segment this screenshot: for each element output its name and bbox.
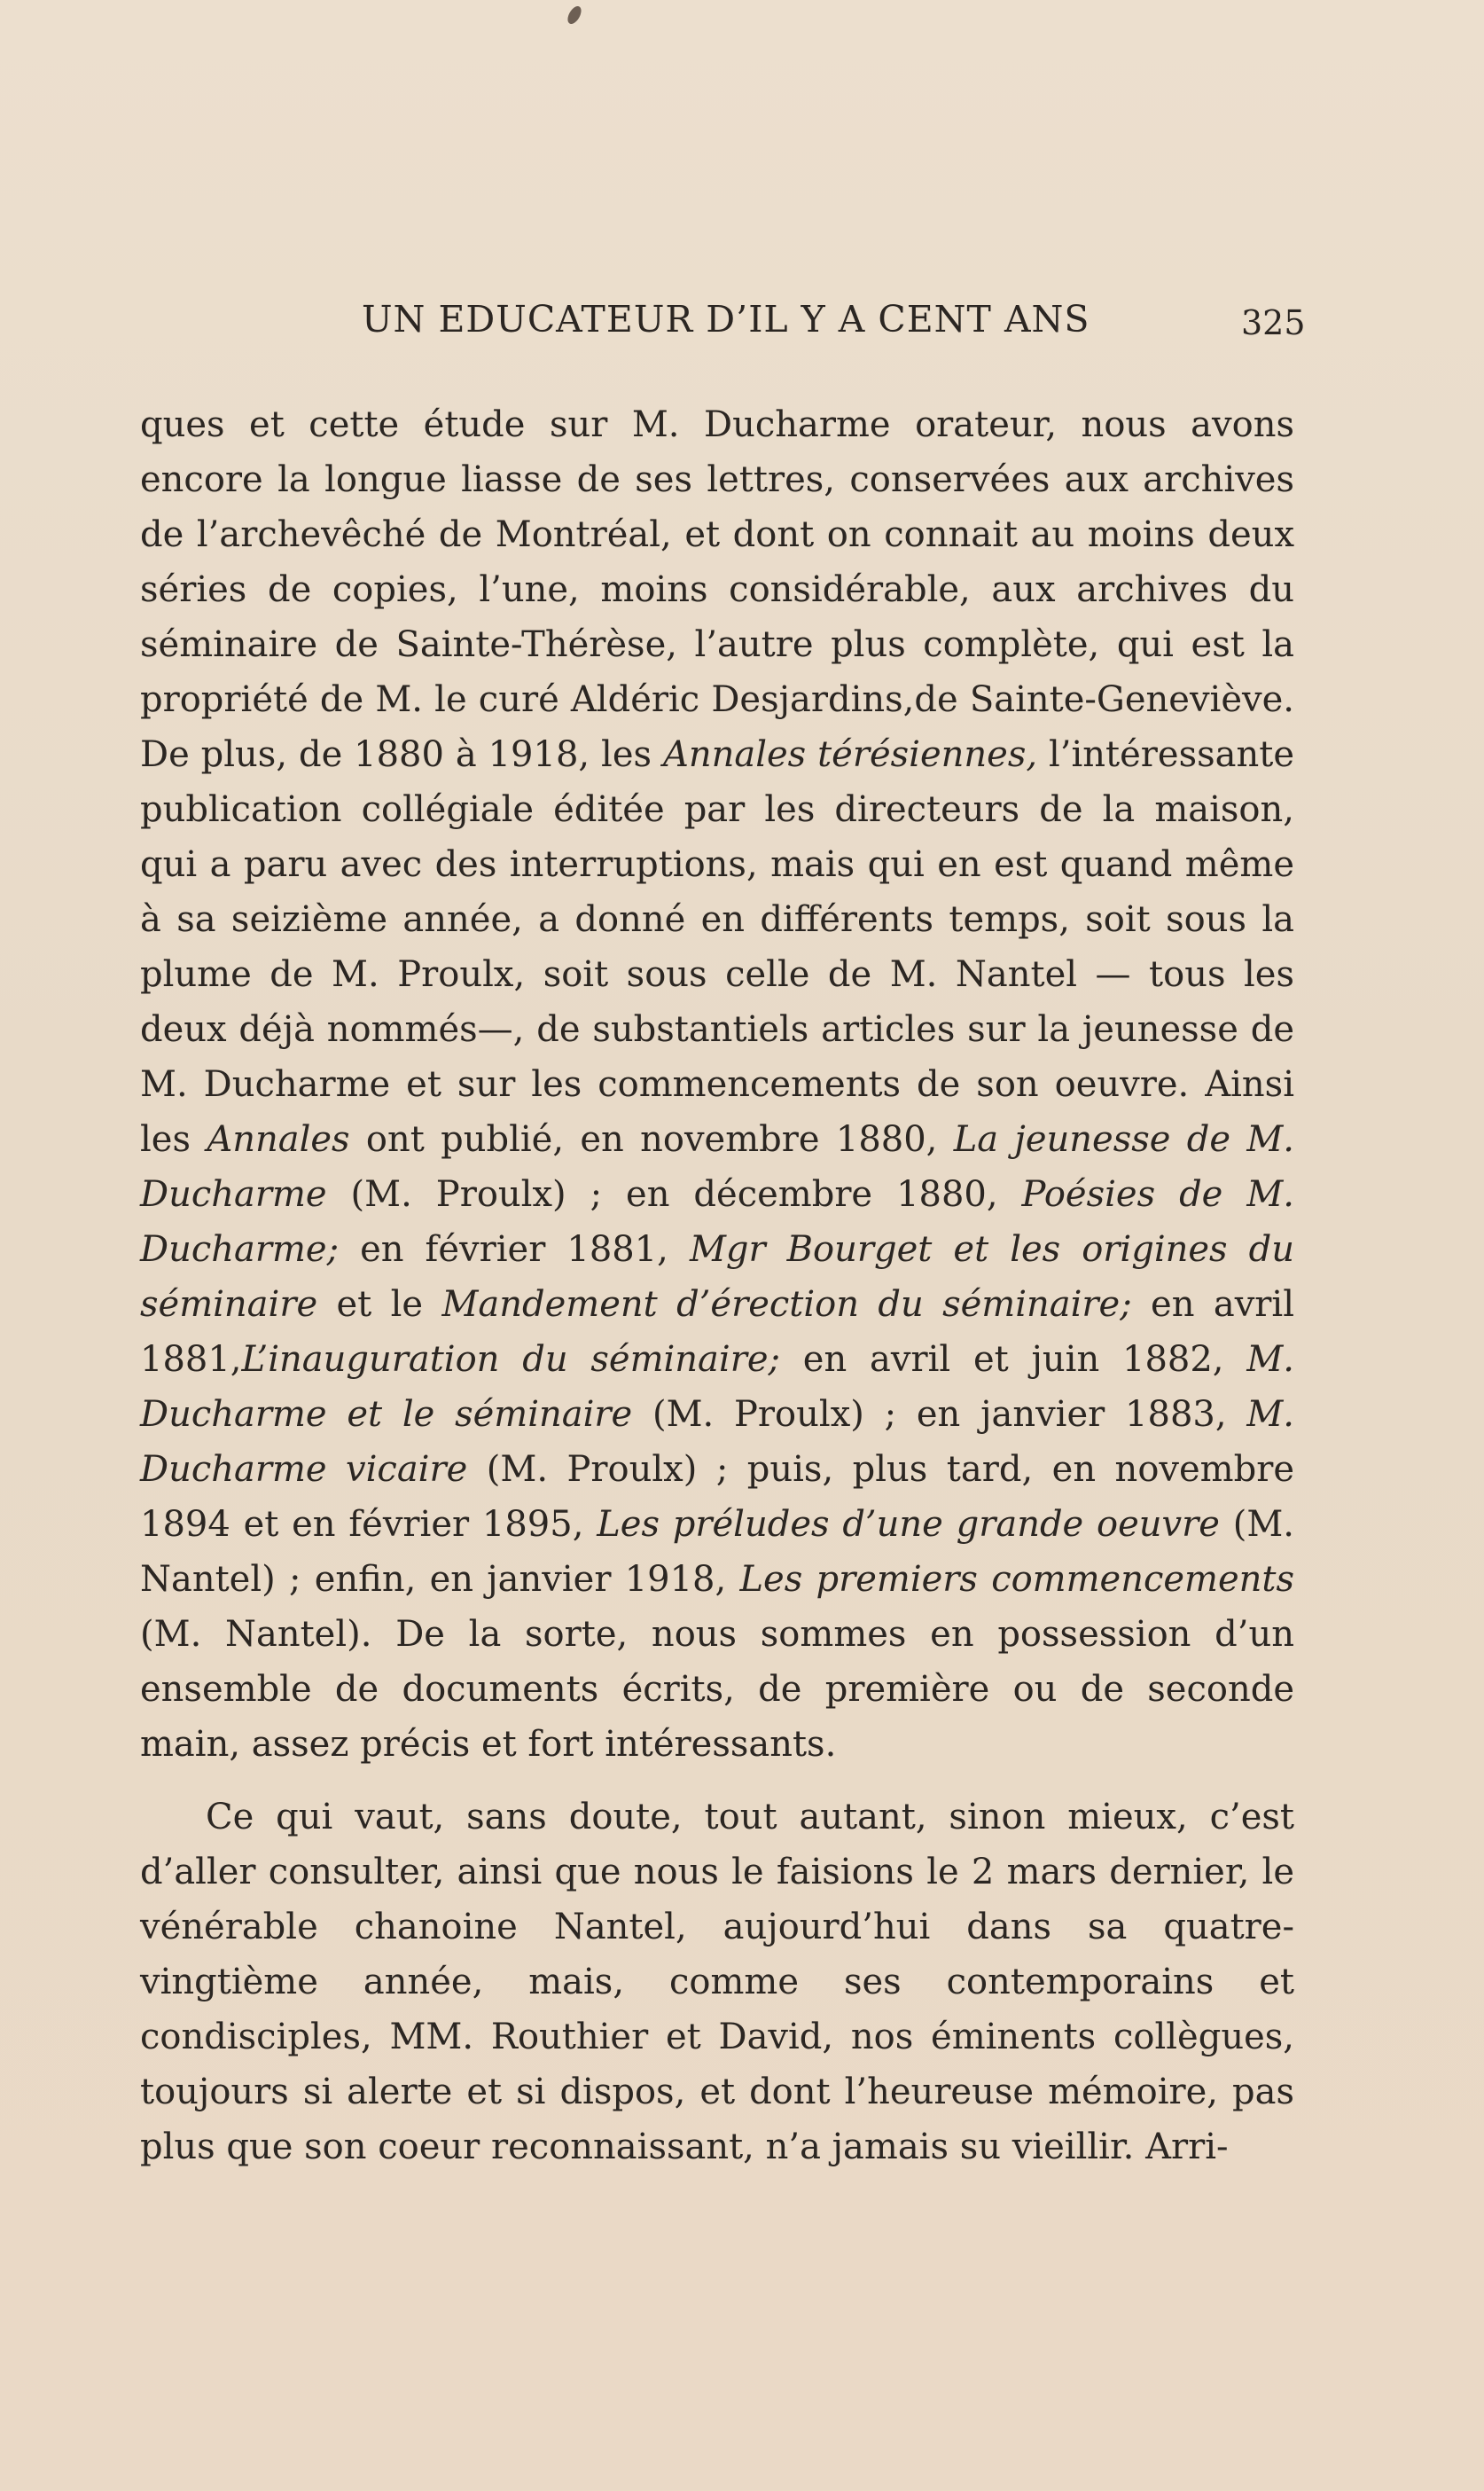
body-text — [140, 397, 1294, 2174]
text-run: en février 1881, — [339, 1229, 690, 1270]
text-run: (M. Proulx) ; puis, plus tard, en novembre 1894 et en février 1895, — [140, 1449, 1295, 1545]
italic-title: M. Ducharme vicaire — [140, 1394, 1294, 1490]
text-run: et le — [317, 1284, 442, 1325]
italic-title: L’inauguration du séminaire; — [241, 1339, 780, 1380]
italic-title: M. Ducharme et le séminaire — [140, 1339, 1294, 1435]
text-run: ques et cette étude sur M. Ducharme orateur, nous avons encore la longue liasse de ses lettres, conservées aux archives de l’archevêché de Montréal, et dont on connait au moins deux séries de copies, l’une, moins considérable, aux archives du séminaire de Sainte-Thérèse, l’autre plus complète, qui est la propriété de M. le curé Aldéric Desjardins,de Sainte-Geneviève. De plus, de 1880 à 1918, les — [140, 404, 1294, 775]
running-title: UN EDUCATEUR D’IL Y A CENT ANS — [362, 298, 1090, 341]
ink-speck — [565, 4, 583, 26]
page-number: 325 — [1241, 303, 1306, 342]
italic-title: Annales térésiennes, — [662, 734, 1038, 775]
paragraph-2: Ce qui vaut, sans doute, tout autant, sinon mieux, c’est d’aller consulter, ainsi que nous le faisions le 2 mars dernier, le vénérable chanoine Nantel, aujourd’hui dans sa quatre-vingtième année, mais, comme ses contemporains et condisciples, MM. Routhier et David, nos éminents collègues, toujours si alerte et si dispos, et dont l’heureuse mémoire, pas plus que son coeur reconnaissant, n’a jamais su vieillir. Arri- — [140, 1797, 1294, 2167]
text-run: l’intéressante publication collégiale éditée par les directeurs de la maison, qui a paru avec des interruptions, mais qui en est quand même à sa seizième année, a donné en différents temps, soit sous la plume de M. Proulx, soit sous celle de M. Nantel — tous les deux déjà nommés—, de substantiels articles sur la jeunesse de M. Ducharme et sur les commencements de son oeuvre. Ainsi les — [140, 734, 1294, 1160]
text-run: en avril 1881, — [140, 1284, 1295, 1380]
page-header — [151, 291, 1306, 344]
text-run: (M. Nantel) ; enfin, en janvier 1918, — [140, 1504, 1295, 1600]
text-run: (M. Proulx) ; en décembre 1880, — [326, 1174, 1022, 1215]
text-run: (M. Proulx) ; en janvier 1883, — [632, 1394, 1247, 1435]
italic-title: Mgr Bourget et les origines du séminaire — [140, 1229, 1294, 1325]
paragraph-1 — [140, 397, 1294, 1772]
text-run: ont publié, en novembre 1880, — [349, 1119, 954, 1160]
italic-title: Annales — [207, 1119, 350, 1160]
italic-title: Les premiers commencements — [739, 1559, 1295, 1600]
italic-title: La jeunesse de M. Ducharme — [140, 1119, 1294, 1215]
italic-title: Poésies de M. Ducharme; — [140, 1174, 1294, 1270]
italic-title: Les préludes d’une grande oeuvre — [597, 1504, 1220, 1545]
italic-title: Mandement d’érection du séminaire; — [441, 1284, 1132, 1325]
text-run: (M. Nantel). De la sorte, nous sommes en possession d’un ensemble de documents écrits, de première ou de seconde main, assez précis et fort intéressants. — [140, 1614, 1294, 1765]
text-run: en avril et juin 1882, — [779, 1339, 1247, 1380]
